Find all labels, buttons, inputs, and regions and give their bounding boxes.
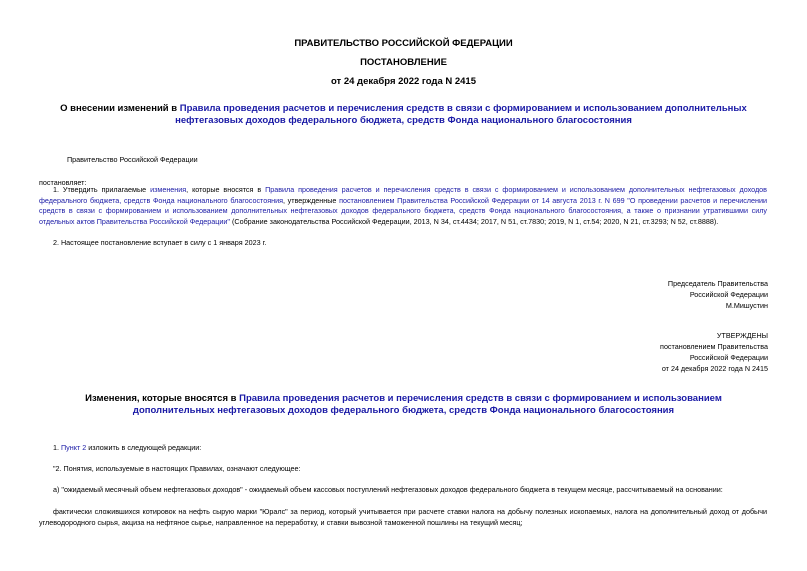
change-3: а) "ожидаемый месячный объем нефтегазовых доходов" - ожидаемый объем кассовых поступлений нефтегазовых доходов федерального бюджета в текущем месяце, рассчитываемый на основании:: [53, 485, 723, 494]
signature-title: Председатель Правительства: [667, 279, 768, 288]
document-date-number: от 24 декабря 2022 года N 2415: [330, 76, 476, 87]
changes-title: [50, 393, 757, 417]
change-1-number: 1.: [53, 443, 61, 452]
p1-text-c: , утвержденные: [283, 195, 340, 205]
change-1: [53, 443, 201, 454]
government-header: ПРАВИТЕЛЬСТВО РОССИЙСКОЙ ФЕДЕРАЦИИ: [294, 38, 513, 49]
change-4: фактически сложившихся котировок на нефть сырую марки "Юралс" за период, который учитывается при расчете ставки налога на добычу полезных ископаемых, налога на дополнительный доход от добычи углеводородного сырья, акциза на нефтяное сырье, направленное на переработку, и ставки вывозной таможенной пошлины на текущий месяц;: [39, 507, 767, 527]
decides-line: постановляет:: [39, 178, 87, 187]
resolution-699-link[interactable]: постановлением Правительства Российской Федерации от 14 августа 2013 г. N 699 "О проведении расчетов и перечислении средств в связи с формированием и использованием дополнительных нефтегазовых доходов федерального бюджета, средств Фонда национального благосостояния, а также о признании утратившими силу отдельных актов Правительства Российской Федерации": [39, 195, 768, 226]
document-type: ПОСТАНОВЛЕНИЕ: [360, 57, 447, 68]
approved-by: постановлением Правительства: [660, 342, 768, 351]
p1-text-b: , которые вносятся в: [186, 185, 266, 194]
changes-title-prefix: Изменения, которые вносятся в: [85, 393, 240, 404]
approved-date: от 24 декабря 2022 года N 2415: [661, 364, 768, 373]
title-prefix: О внесении изменений в: [60, 103, 180, 114]
p1-text-a: 1. Утвердить прилагаемые: [53, 185, 151, 194]
change-1-text: изложить в следующей редакции:: [86, 443, 202, 452]
signature-name: М.Мишустин: [725, 301, 768, 310]
paragraph-1: [39, 185, 767, 227]
change-2: "2. Понятия, используемые в настоящих Правилах, означают следующее:: [53, 464, 301, 473]
p1-text-d: (Собрание законодательства Российской Федерации, 2013, N 34, ст.4434; 2017, N 51, ст.7830; 2019, N 1, ст.54; 2020, N 21, ст.3293; N 52, ст.8888).: [229, 216, 719, 226]
document-title: [50, 103, 757, 127]
approved-country: Российской Федерации: [689, 353, 768, 362]
government-line: Правительство Российской Федерации: [67, 155, 198, 164]
changes-link[interactable]: изменения: [150, 185, 187, 194]
rules-link[interactable]: Правила проведения расчетов и перечисления средств в связи с формированием и использованием дополнительных нефтегазовых доходов федерального бюджета, средств Фонда национального благосостояния: [175, 103, 747, 126]
rules-link-2[interactable]: Правила проведения расчетов и перечисления средств в связи с формированием и использованием дополнительных нефтегазовых доходов федерального бюджета, средств Фонда национального благосостояния: [39, 185, 767, 205]
paragraph-2: 2. Настоящее постановление вступает в силу с 1 января 2023 г.: [53, 238, 267, 247]
signature-country: Российской Федерации: [689, 290, 768, 299]
changes-rules-link[interactable]: Правила проведения расчетов и перечисления средств в связи с формированием и использованием дополнительных нефтегазовых доходов федерального бюджета, средств Фонда национального благосостояния: [132, 393, 722, 416]
approved-label: УТВЕРЖДЕНЫ: [716, 331, 768, 340]
point-2-link[interactable]: Пункт 2: [61, 443, 87, 452]
